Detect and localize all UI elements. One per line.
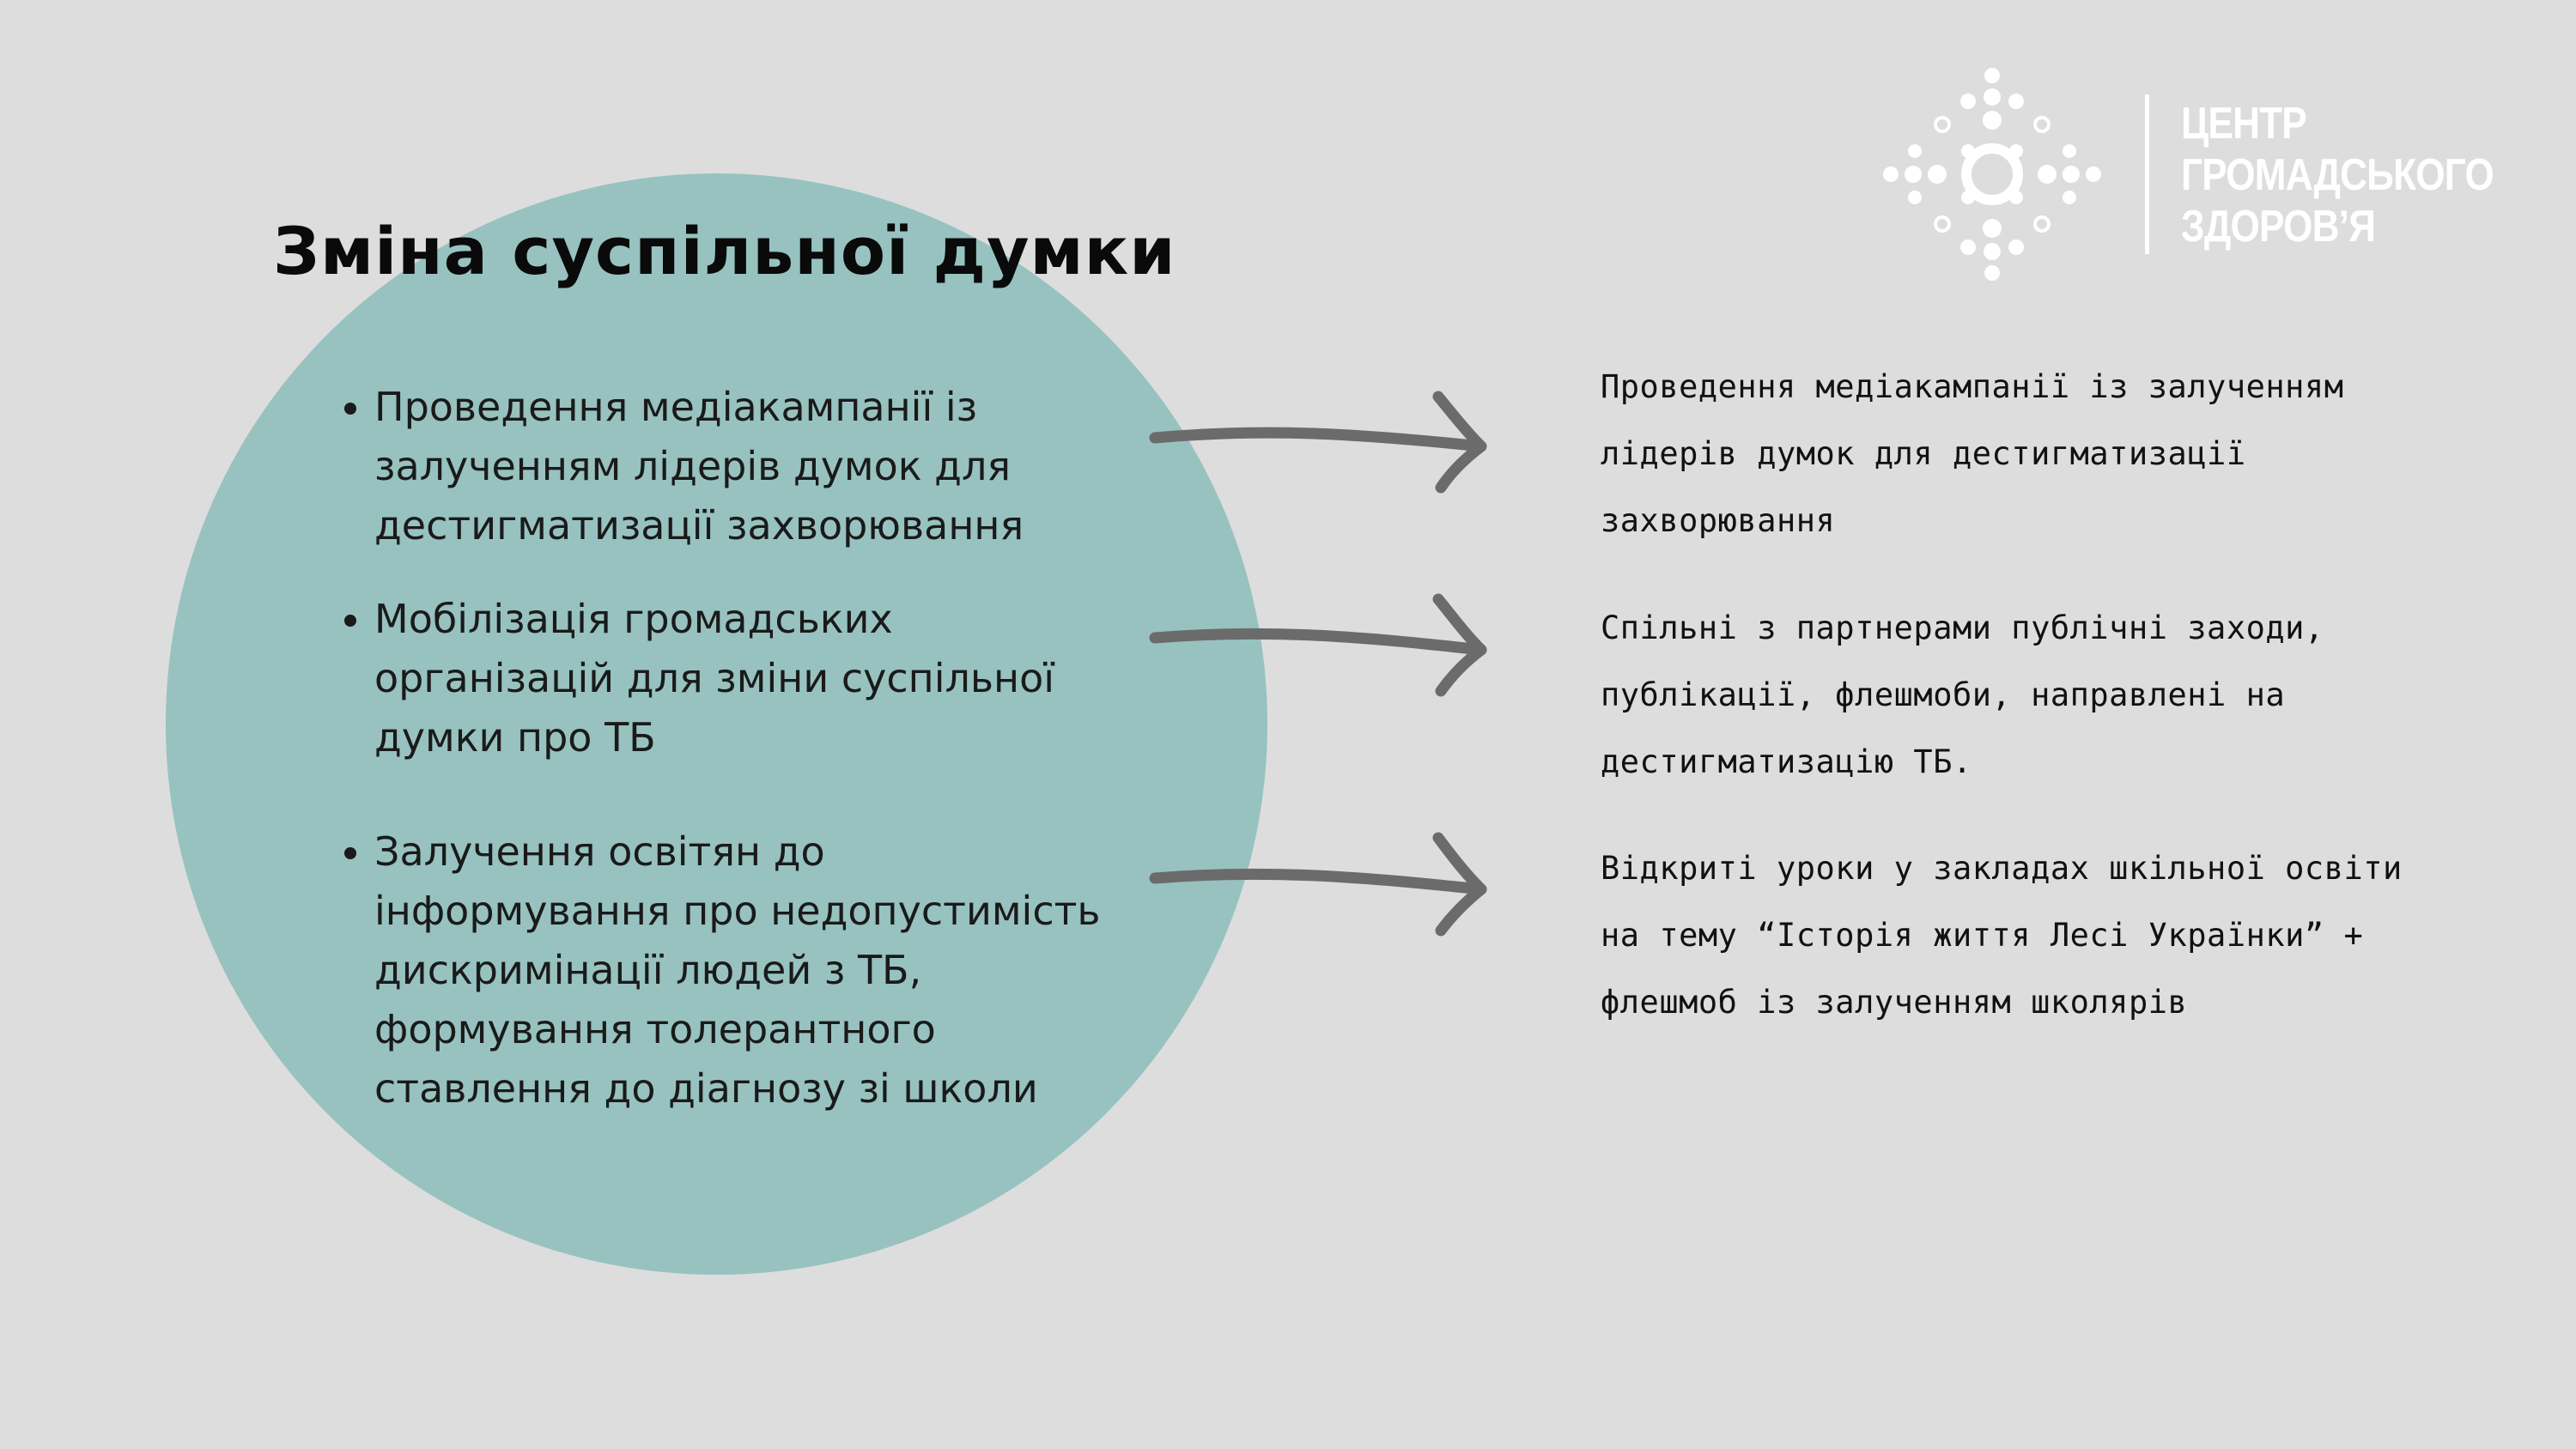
outcome-line: Відкриті уроки у закладах шкільної освіти: [1601, 850, 2403, 887]
arrow-right-icon: [1155, 599, 1481, 691]
logo-line: ЦЕНТР: [2181, 99, 2306, 149]
bullet-line: інформування про недопустимість: [374, 888, 1101, 934]
outcome-line: флешмоб із залученням школярів: [1601, 984, 2188, 1021]
outcome-text: [1601, 835, 2403, 1036]
logo-text: [2181, 98, 2494, 252]
bullet-line: ставлення до діагнозу зі школи: [374, 1065, 1038, 1112]
bullet-line: залученням лідерів думок для: [374, 443, 1012, 489]
bullet-line: формування толерантного: [374, 1006, 936, 1052]
logo-line: ЗДОРОВ’Я: [2181, 202, 2376, 252]
outcome-line: лідерів думок для дестигматизації: [1601, 435, 2246, 472]
bullet-line: дестигматизації захворювання: [374, 502, 1024, 549]
outcome-line: на тему “Історія життя Лесі Українки” +: [1601, 917, 2364, 954]
organization-logo: [1880, 67, 2533, 282]
bullet-line: організацій для зміни суспільної: [374, 655, 1055, 701]
outcome-line: дестигматизацію ТБ.: [1601, 743, 1972, 780]
logo-line: ГРОМАДСЬКОГО: [2181, 150, 2494, 200]
bullet-line: • Мобілізація громадських: [374, 596, 893, 642]
slide-title: Зміна суспільної думки: [273, 213, 1176, 289]
outcome-line: Проведення медіакампанії із залученням: [1601, 368, 2344, 405]
bullet-line: думки про ТБ: [374, 714, 656, 761]
dotted-circle-logo-icon: [1880, 67, 2104, 282]
outcome-line: захворювання: [1601, 502, 1836, 539]
outcome-line: Спільні з партнерами публічні заходи,: [1601, 609, 2324, 646]
arrow-right-icon: [1155, 397, 1481, 488]
logo-divider: [2145, 94, 2149, 254]
arrow-right-icon: [1155, 838, 1481, 931]
bullet-line: • Проведення медіакампанії із: [374, 384, 978, 430]
bullet-line: дискримінації людей з ТБ,: [374, 947, 922, 993]
outcome-text: [1601, 595, 2373, 796]
outcome-text: [1601, 354, 2373, 555]
bullet-line: • Залучення освітян до: [374, 828, 825, 875]
outcome-line: публікації, флешмоби, направлені на: [1601, 676, 2286, 713]
